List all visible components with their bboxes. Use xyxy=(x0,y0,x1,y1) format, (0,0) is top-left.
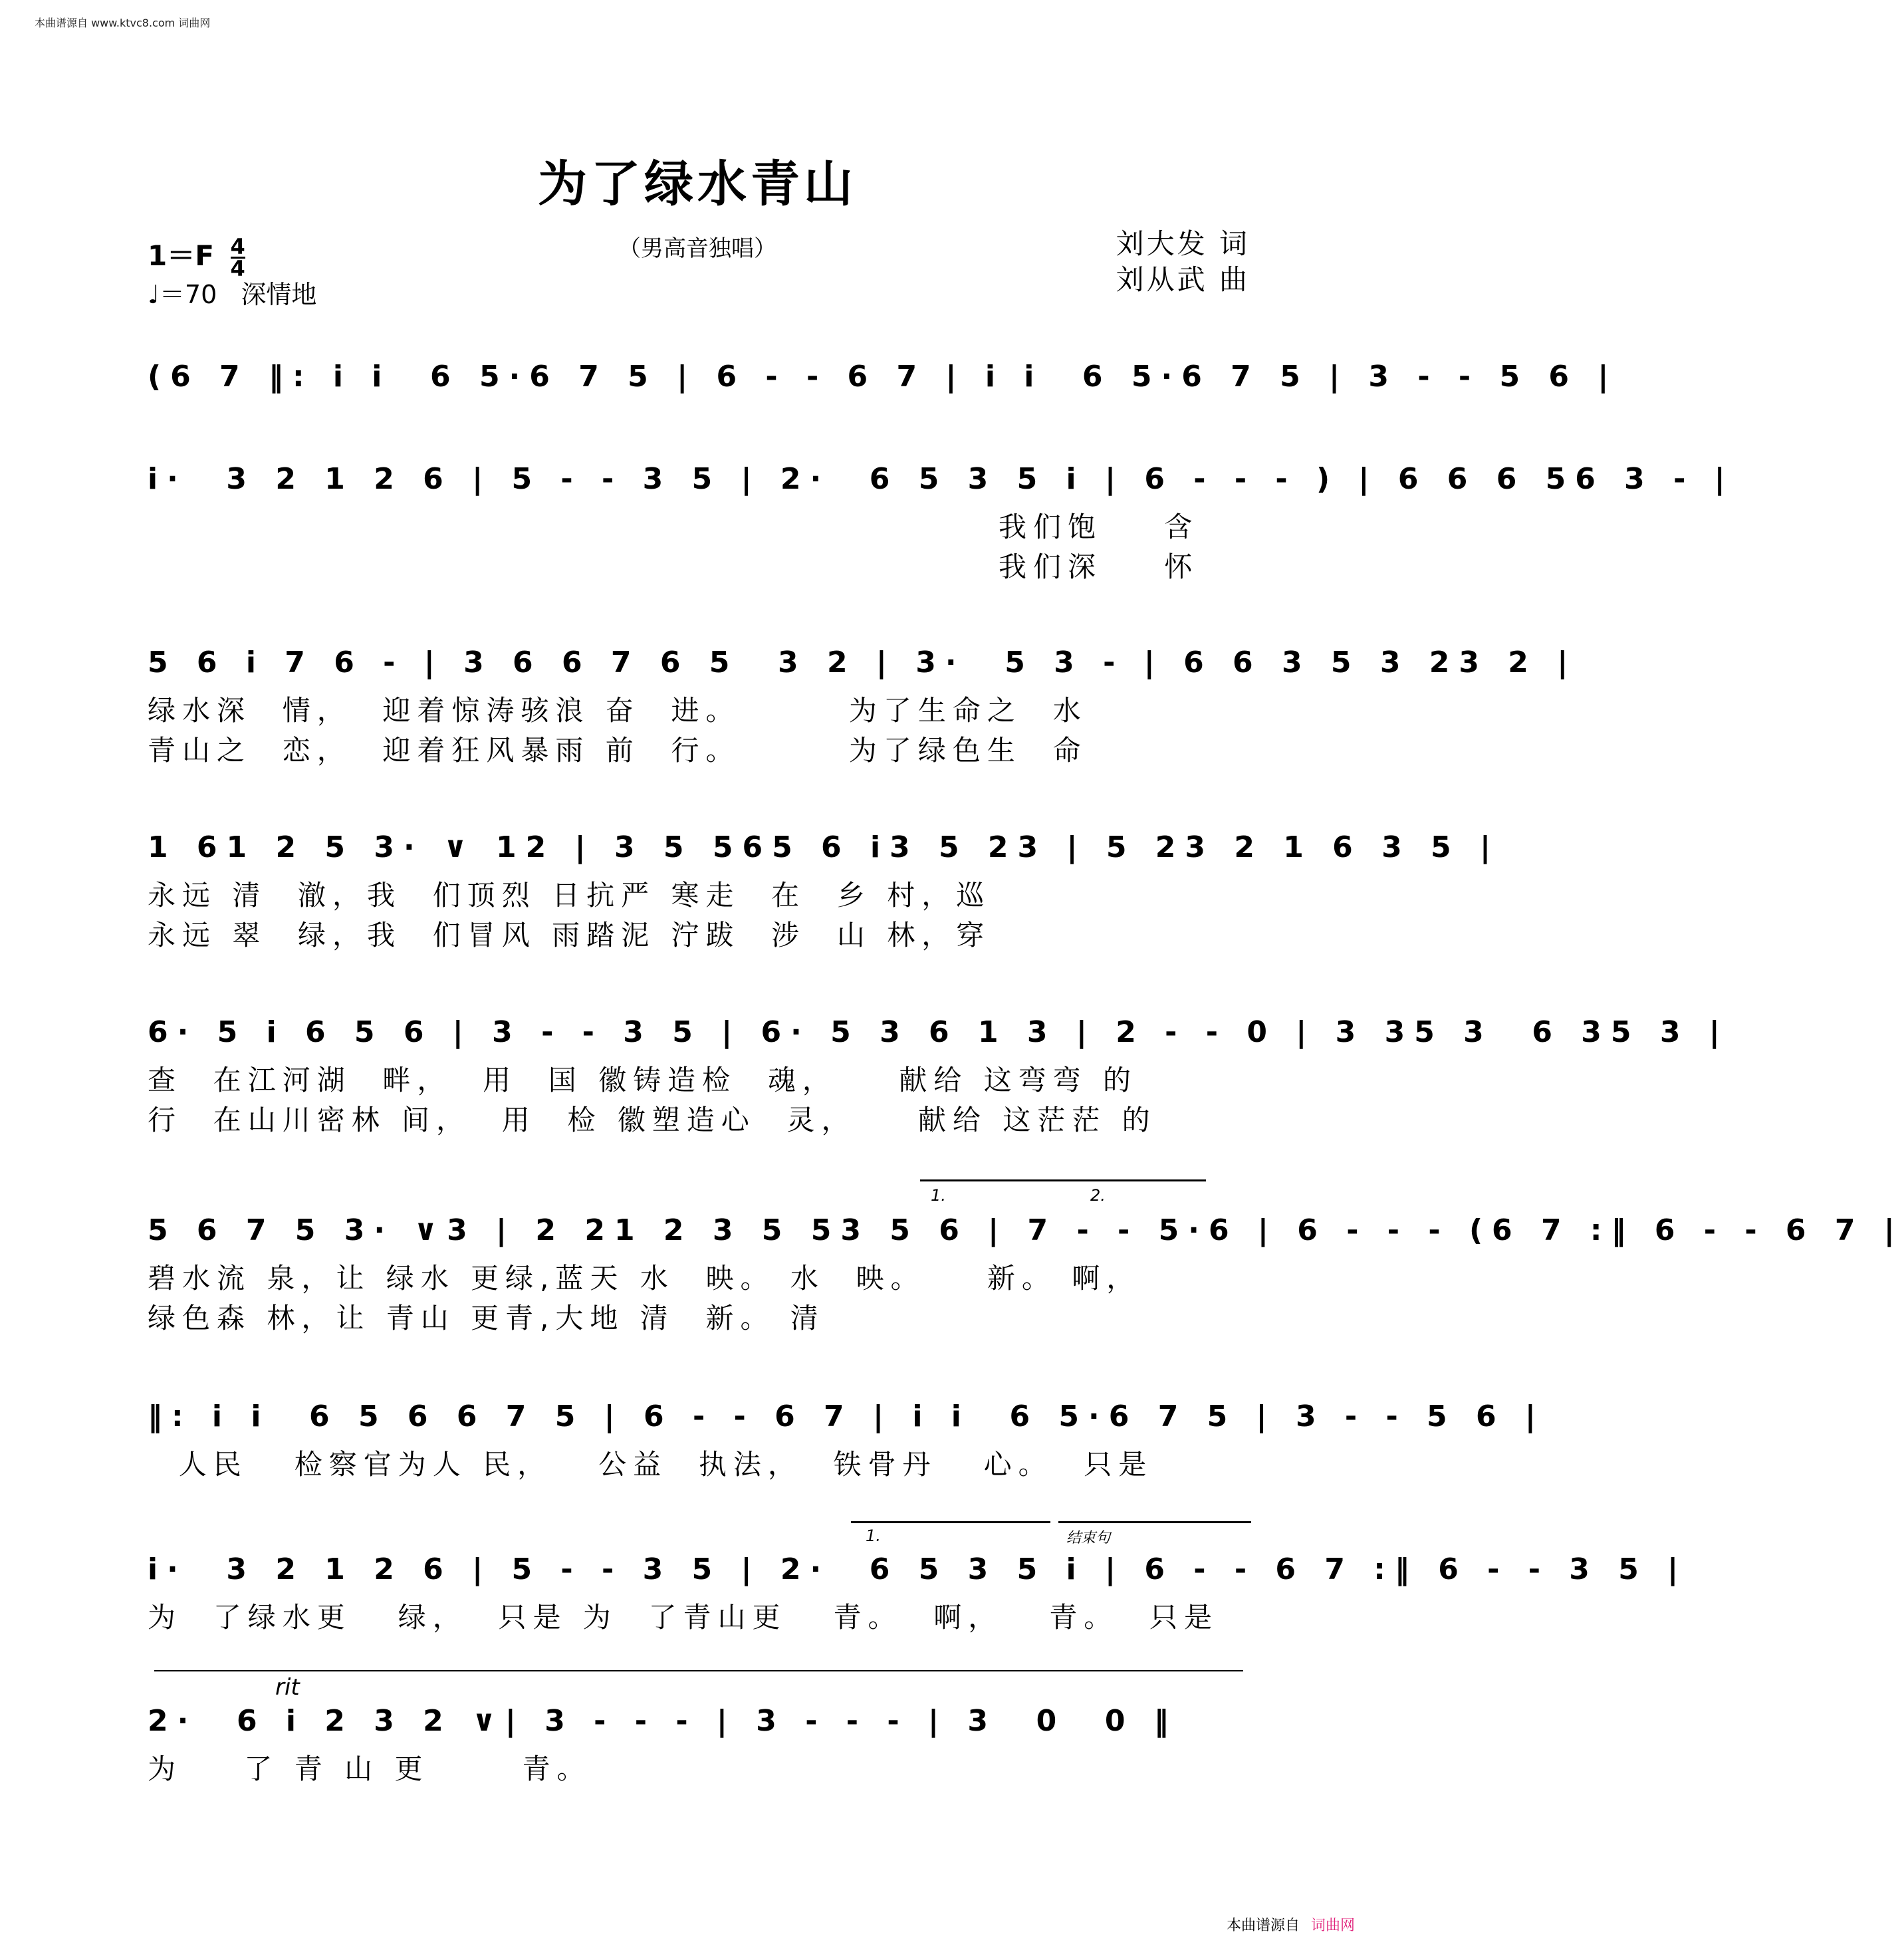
notation-line: i· 3 2 1 2 6 | 5 - - 3 5 | 2· 6 5 3 5 i | 6 - - - ) | 6 6 6 56 3 - | xyxy=(148,462,1734,496)
footer-source-text: 本曲谱源自 xyxy=(1226,1917,1300,1934)
volta-1: 1. xyxy=(931,1186,946,1205)
volta-1b-bracket xyxy=(851,1521,1050,1523)
notation-line: 5 6 i 7 6 - | 3 6 6 7 6 5 3 2 | 3· 5 3 - | 6 6 3 5 3 23 2 | xyxy=(148,646,1578,679)
lyric-verse-2: 行 在山川密林 间， 用 检 徽塑造心 灵， 献给 这茫茫 的 xyxy=(148,1104,1157,1136)
notation-line: (6 7 ‖: i i 6 5·6 7 5 | 6 - - 6 7 | i i 6 5·6 7 5 | 3 - - 5 6 | xyxy=(148,360,1618,394)
key-label: 1＝F xyxy=(148,239,214,272)
rit-marking: rit xyxy=(275,1674,300,1701)
ending-label: 结束句 xyxy=(1066,1530,1111,1546)
volta-1b: 1. xyxy=(866,1527,881,1545)
source-header[interactable]: 本曲谱源自 www.ktvc8.com 词曲网 xyxy=(35,17,211,29)
lyric-verse-1: 为 了 青 山 更 青。 xyxy=(148,1753,592,1785)
footer-brand[interactable]: 词曲网 xyxy=(1310,1917,1355,1934)
key-signature xyxy=(148,234,245,279)
notation-line: i· 3 2 1 2 6 | 5 - - 3 5 | 2· 6 5 3 5 i | 6 - - 6 7 :‖ 6 - - 3 5 | xyxy=(148,1552,1688,1586)
notation-line: ‖: i i 6 5 6 6 7 5 | 6 - - 6 7 | i i 6 5·6 7 5 | 3 - - 5 6 | xyxy=(148,1400,1545,1433)
composer: 刘从武 曲 xyxy=(1116,263,1250,296)
volta-2: 2. xyxy=(1090,1186,1106,1205)
song-subtitle: （男高音独唱） xyxy=(618,235,776,262)
lyric-verse-2: 永远 翠 绿，我 们冒风 雨踏泥 泞跋 涉 山 林，穿 xyxy=(148,919,991,951)
notation-line: 1 61 2 5 3· ∨ 12 | 3 5 565 6 i3 5 23 | 5 23 2 1 6 3 5 | xyxy=(148,830,1500,864)
right-margin-watermark xyxy=(1383,27,1392,1933)
lyric-verse-1: 为 了绿水更 绿， 只是 为 了青山更 青。 啊， 青。 只是 xyxy=(148,1601,1219,1634)
footer-source[interactable] xyxy=(1227,1914,1355,1935)
left-margin-watermark xyxy=(3,27,12,1933)
lyric-verse-1: 查 在江河湖 畔， 用 国 徽铸造检 魂， 献给 这弯弯 的 xyxy=(148,1064,1137,1096)
time-bottom: 4 xyxy=(230,256,245,281)
notation-line: 6· 5 i 6 5 6 | 3 - - 3 5 | 6· 5 3 6 1 3 | 2 - - 0 | 3 35 3 6 35 3 | xyxy=(148,1015,1729,1049)
notation-line: 5 6 7 5 3· ∨3 | 2 21 2 3 5 53 5 6 | 7 - - 5·6 | 6 - - - (6 7 :‖ 6 - - 6 7 | xyxy=(148,1213,1904,1247)
lyric-verse-1: 我们饱 含 xyxy=(999,511,1199,543)
tempo-marking xyxy=(148,274,316,310)
lyric-verse-2: 我们深 怀 xyxy=(999,551,1199,583)
lyric-verse-2: 绿色森 林，让 青山 更青,大地 清 新。 清 xyxy=(148,1302,825,1334)
song-title: 为了绿水青山 xyxy=(538,156,857,213)
lyric-verse-1: 绿水深 情， 迎着惊涛骇浪 奋 进。 为了生命之 水 xyxy=(148,694,1088,727)
time-signature xyxy=(230,234,245,281)
expression: 深情地 xyxy=(241,280,317,309)
lyric-verse-1: 人民 检察官为人 民， 公益 执法， 铁骨丹 心。 只是 xyxy=(148,1448,1153,1481)
lyric-verse-1: 碧水流 泉，让 绿水 更绿,蓝天 水 映。 水 映。 新。 啊， xyxy=(148,1262,1141,1294)
notation-line: 2· 6 i 2 3 2 ∨| 3 - - - | 3 - - - | 3 0 0 ‖ xyxy=(148,1704,1178,1738)
volta-1-bracket xyxy=(920,1179,1206,1181)
tempo: ♩＝70 xyxy=(148,280,217,309)
lyric-verse-2: 青山之 恋， 迎着狂风暴雨 前 行。 为了绿色生 命 xyxy=(148,734,1088,767)
lyricist: 刘大发 词 xyxy=(1116,227,1250,260)
final-system-rule xyxy=(154,1670,1243,1671)
lyric-verse-1: 永远 清 澈，我 们顶烈 日抗严 寒走 在 乡 村，巡 xyxy=(148,879,991,912)
time-top: 4 xyxy=(230,234,245,259)
ending-bracket xyxy=(1058,1521,1251,1523)
